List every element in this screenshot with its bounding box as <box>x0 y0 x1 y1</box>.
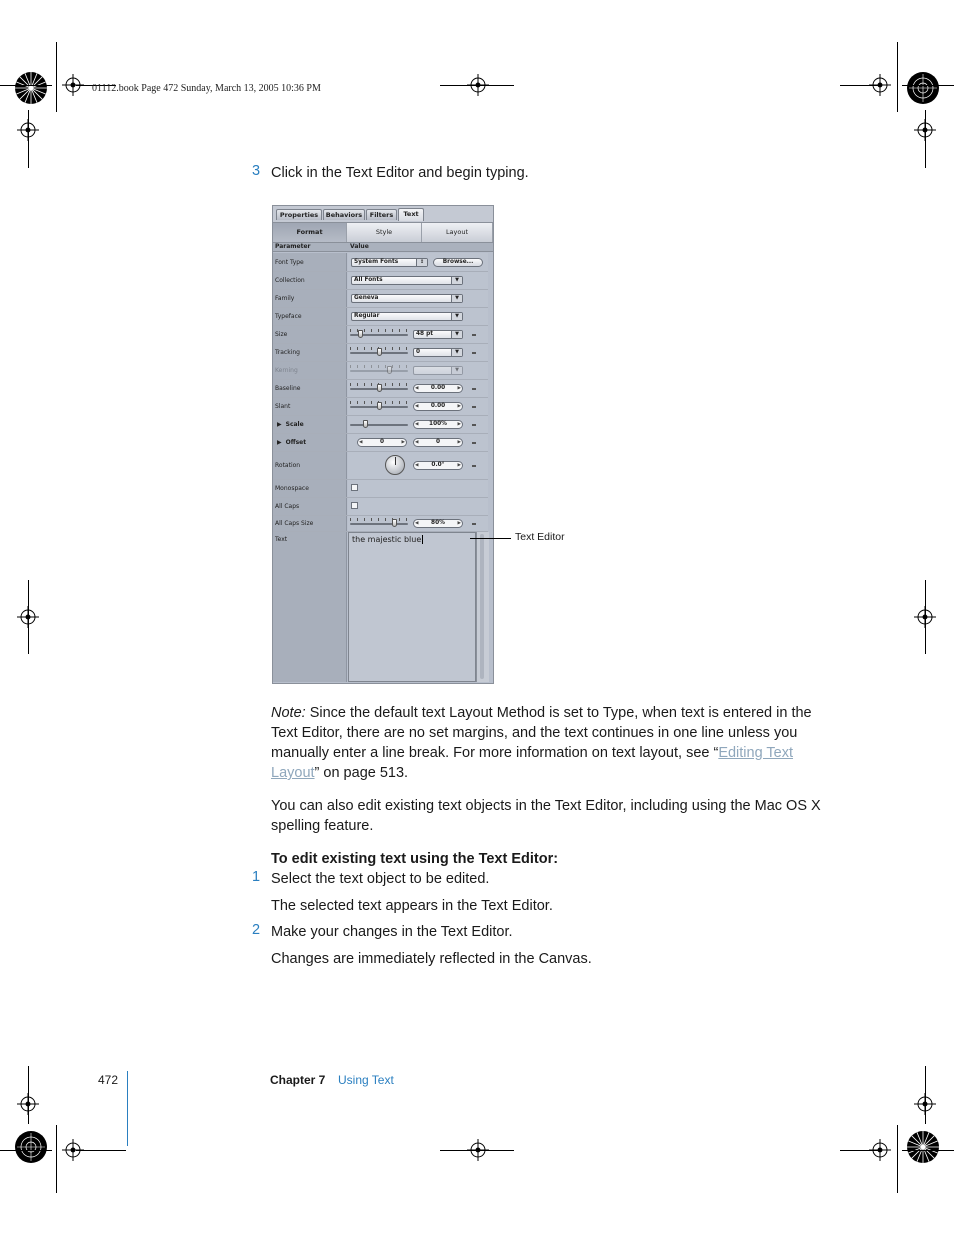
disclosure-triangle-icon[interactable]: ▶ <box>277 439 282 446</box>
param-label: All Caps Size <box>273 516 347 531</box>
scale-value-field[interactable]: ◀ 100% ▶ <box>415 421 461 427</box>
editing-text-layout-link[interactable]: Editing Text Layout <box>271 745 794 781</box>
param-row-all-caps <box>273 498 488 516</box>
param-label: Font Type <box>273 253 347 271</box>
param-row-kerning <box>273 362 488 380</box>
browse-button[interactable]: Browse... <box>433 258 483 267</box>
tab-behaviors[interactable]: Behaviors <box>323 209 365 220</box>
size-slider[interactable] <box>350 329 408 338</box>
step-text: Select the text object to be edited. <box>271 871 490 887</box>
step-result: The selected text appears in the Text Editor. <box>271 898 553 914</box>
callout-label: Text Editor <box>515 531 565 543</box>
disclosure-triangle-icon[interactable]: ▶ <box>277 421 282 428</box>
param-label: Slant <box>273 398 347 415</box>
step-number: 3 <box>252 163 261 179</box>
param-label: Baseline <box>273 380 347 397</box>
crop-line <box>56 1125 57 1193</box>
step-number: 2 <box>252 922 261 938</box>
step-result: Changes are immediately reflected in the Canvas. <box>271 951 592 967</box>
all-caps-checkbox[interactable] <box>351 502 358 509</box>
collection-popup[interactable]: All Fonts ▼ <box>351 276 463 285</box>
param-row-typeface <box>273 308 488 326</box>
chevron-down-icon: ▼ <box>451 349 462 356</box>
value-column-header: Value <box>350 243 369 250</box>
param-row-monospace <box>273 480 488 498</box>
param-row-tracking <box>273 344 488 362</box>
param-label: Family <box>273 290 347 307</box>
animation-menu-icon[interactable] <box>472 523 476 525</box>
baseline-value-field[interactable]: ◀ 0.00 ▶ <box>415 385 461 391</box>
crop-line <box>925 580 926 654</box>
size-field[interactable]: 48 pt ▼ <box>413 330 463 339</box>
crop-line <box>925 1066 926 1124</box>
crop-line <box>76 1150 126 1151</box>
updown-arrow-icon: ↕ <box>416 259 427 266</box>
all-caps-size-slider[interactable] <box>350 518 408 527</box>
kerning-slider <box>350 365 408 374</box>
rotation-value-field[interactable]: ◀ 0.0° ▶ <box>415 462 461 468</box>
animation-menu-icon[interactable] <box>472 406 476 408</box>
offset-x-field[interactable]: ◀ 0 ▶ <box>359 439 405 445</box>
slant-slider[interactable] <box>350 401 408 410</box>
param-row-baseline <box>273 380 488 398</box>
parameter-column-header: Parameter <box>275 243 311 250</box>
kerning-field <box>413 366 463 375</box>
tracking-field[interactable]: 0 ▼ <box>413 348 463 357</box>
param-row-collection <box>273 272 488 290</box>
param-row-size <box>273 326 488 344</box>
param-label: ▶ Offset <box>273 434 347 451</box>
sunburst-mark-bottom-right <box>906 1130 940 1164</box>
param-label: Tracking <box>273 344 347 361</box>
monospace-checkbox[interactable] <box>351 484 358 491</box>
param-row-scale <box>273 416 488 434</box>
chevron-down-icon: ▼ <box>451 295 462 302</box>
crop-line <box>840 85 880 86</box>
param-label-text: Text <box>273 532 347 682</box>
param-label: Rotation <box>273 452 347 479</box>
procedure-heading: To edit existing text using the Text Editor: <box>271 851 559 867</box>
animation-menu-icon[interactable] <box>472 334 476 336</box>
chevron-down-icon: ▼ <box>451 313 462 320</box>
param-label: Collection <box>273 272 347 289</box>
font-type-popup[interactable]: System Fonts ↕ <box>351 258 428 267</box>
crop-line <box>28 110 29 168</box>
chevron-down-icon: ▼ <box>451 277 462 284</box>
param-label: All Caps <box>273 498 347 515</box>
subtab-layout[interactable]: Layout <box>422 223 493 242</box>
chevron-down-icon: ▼ <box>451 367 462 374</box>
baseline-slider[interactable] <box>350 383 408 392</box>
tab-properties[interactable]: Properties <box>276 209 322 220</box>
page-number: 472 <box>98 1073 119 1087</box>
param-label: Typeface <box>273 308 347 325</box>
print-slug: 01112.book Page 472 Sunday, March 13, 2005 10:36 PM <box>92 83 321 94</box>
chapter-label: Chapter 7 <box>270 1073 326 1087</box>
note-label: Note: <box>271 705 306 721</box>
sunburst-mark-bottom-left <box>14 1130 48 1164</box>
animation-menu-icon[interactable] <box>472 465 476 467</box>
param-row-slant <box>273 398 488 416</box>
crop-line <box>897 1125 898 1193</box>
subtab-format[interactable]: Format <box>273 223 347 242</box>
param-label: Size <box>273 326 347 343</box>
animation-menu-icon[interactable] <box>472 442 476 444</box>
tracking-slider[interactable] <box>350 347 408 356</box>
crop-line <box>840 1150 880 1151</box>
step-text: Click in the Text Editor and begin typing. <box>271 165 529 181</box>
crop-line <box>56 42 57 112</box>
param-row-all-caps-size <box>273 516 488 532</box>
tab-filters[interactable]: Filters <box>366 209 397 220</box>
text-editor[interactable] <box>348 532 476 682</box>
chevron-down-icon: ▼ <box>451 331 462 338</box>
crop-line <box>28 1066 29 1124</box>
step-text: Make your changes in the Text Editor. <box>271 924 513 940</box>
param-row-family <box>273 290 488 308</box>
crop-line <box>0 1150 52 1151</box>
slant-value-field[interactable]: ◀ 0.00 ▶ <box>415 403 461 409</box>
crop-line <box>28 580 29 654</box>
param-label: Kerning <box>273 362 347 379</box>
offset-y-field[interactable]: ◀ 0 ▶ <box>415 439 461 445</box>
crop-line <box>925 110 926 168</box>
animation-menu-icon[interactable] <box>472 388 476 390</box>
family-popup[interactable]: Geneva ▼ <box>351 294 463 303</box>
text-editor-content: the majestic blue <box>352 535 422 544</box>
all-caps-size-value-field[interactable]: ◀ 80% ▶ <box>415 520 461 526</box>
text-inspector-panel <box>272 205 494 684</box>
text-subtab-bar <box>273 223 493 243</box>
param-row-font-type <box>273 253 488 272</box>
typeface-popup[interactable]: Regular ▼ <box>351 312 463 321</box>
column-header <box>273 243 493 252</box>
inspector-tab-bar <box>273 206 493 223</box>
animation-menu-icon[interactable] <box>472 352 476 354</box>
crop-line <box>440 1150 514 1151</box>
crop-line <box>902 1150 954 1151</box>
note-paragraph: Note: Since the default text Layout Method is set to Type, when text is entered in the Text Editor, there are no set margins, and the text continues in one line unless you manually enter a line break. For more information on text layout, see “Editing Text Layout” on page 513. <box>271 705 812 781</box>
crop-line <box>897 42 898 112</box>
sunburst-mark-top-right <box>906 71 940 105</box>
crop-line <box>0 85 52 86</box>
crop-line <box>440 85 514 86</box>
animation-menu-icon[interactable] <box>472 424 476 426</box>
param-row-rotation <box>273 452 488 480</box>
sunburst-mark-top-left <box>14 71 48 105</box>
footer-rule <box>127 1071 128 1146</box>
scale-slider[interactable] <box>350 419 408 428</box>
tab-text[interactable]: Text <box>398 208 424 221</box>
param-label: ▶ Scale <box>273 416 347 433</box>
chapter-title: Using Text <box>338 1073 394 1087</box>
paragraph: You can also edit existing text objects in the Text Editor, including using the Mac OS X spelling feature. <box>271 798 821 834</box>
param-label: Monospace <box>273 480 347 497</box>
step-number: 1 <box>252 869 261 885</box>
param-row-offset <box>273 434 488 452</box>
callout-line <box>470 538 511 539</box>
text-editor-scrollbar[interactable] <box>476 532 489 682</box>
crop-line <box>902 85 954 86</box>
subtab-style[interactable]: Style <box>347 223 422 242</box>
rotation-dial[interactable] <box>385 455 405 475</box>
